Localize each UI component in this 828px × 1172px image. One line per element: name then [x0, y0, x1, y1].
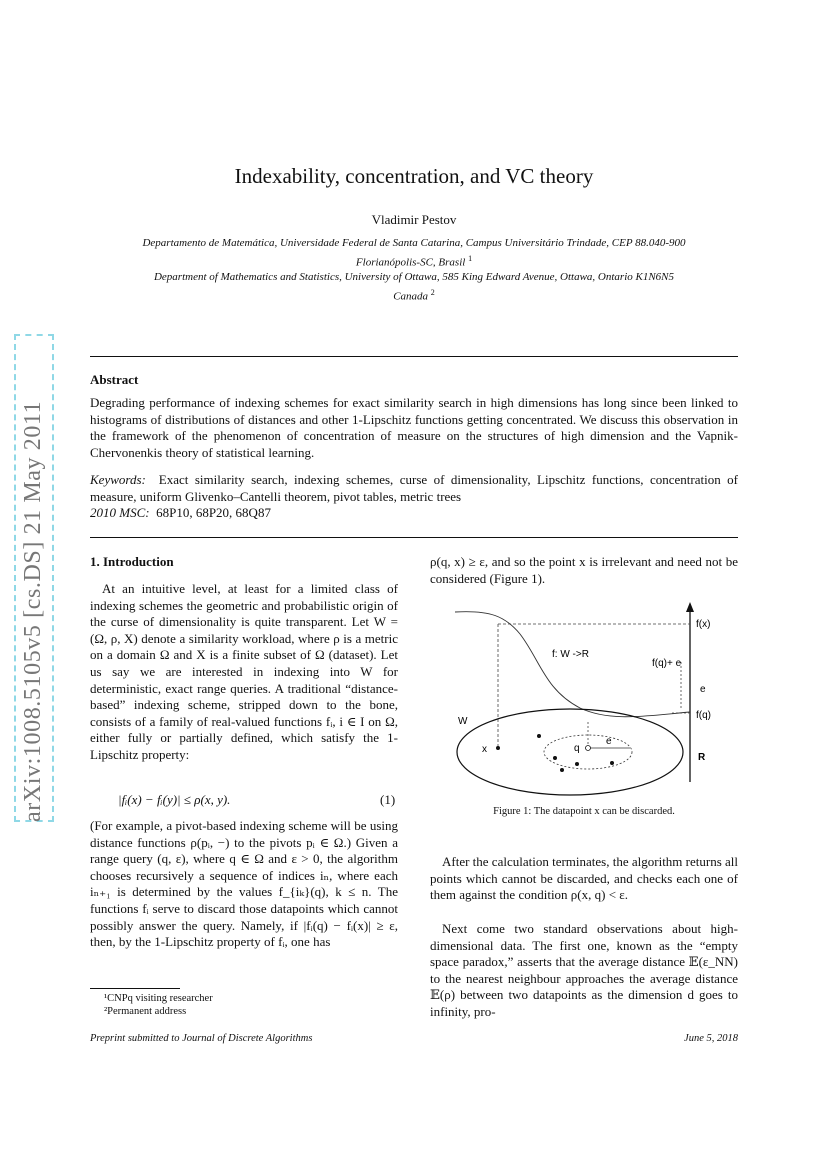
msc-text: 68P10, 68P20, 68Q87	[156, 505, 271, 521]
equation-1-number: (1)	[380, 792, 396, 807]
datapoint	[560, 768, 564, 772]
affiliation-1	[60, 236, 768, 271]
label-W: W	[458, 716, 468, 727]
abstract-text: Degrading performance of indexing schemes for exact similarity search in high dimensions has long since been linked to histograms of distributions of distances and other 1-Lipschitz functions getting concentrated. We discuss this observation in the framework of the phenomenon of concentration of measure on the structures of high dimension and the Vapnik-Chervonenkis theory of statistical learning.	[90, 395, 738, 460]
datapoint	[537, 734, 541, 738]
affiliation-2-line1: Department of Mathematics and Statistics, University of Ottawa, 585 King Edward Avenue, Ottawa, Ontario K1N6N5	[153, 271, 675, 283]
equation-1: |fᵢ(x) − fᵢ(y)| ≤ ρ(x, y).	[118, 792, 231, 807]
abstract-heading: Abstract	[90, 372, 139, 387]
datapoint	[610, 761, 614, 765]
affiliation-1-line1: Departamento de Matemática, Universidade Federal de Santa Catarina, Campus Universitário Trindade, CEP 88.040-900	[142, 237, 686, 249]
abstract-bottom-rule	[90, 537, 738, 538]
affiliation-1-footnote-mark: 1	[468, 254, 473, 263]
keywords-label: Keywords:	[90, 472, 146, 487]
datapoint-x	[496, 746, 500, 750]
author-name: Vladimir Pestov	[371, 212, 457, 227]
footer-date: June 5, 2018	[684, 1033, 738, 1044]
label-fq-plus-e: f(q)+ e	[652, 658, 682, 669]
label-fx: f(x)	[696, 619, 711, 630]
section-heading-introduction: 1. Introduction	[90, 554, 174, 569]
paper-title: Indexability, concentration, and VC theory	[234, 164, 594, 188]
datapoint	[575, 762, 579, 766]
label-e: e	[606, 736, 612, 747]
axis-arrowhead	[686, 602, 694, 612]
figure-1	[450, 600, 740, 815]
affiliation-2-line2: Canada	[393, 290, 429, 303]
footer-journal: Preprint submitted to Journal of Discrete Algorithms	[90, 1033, 313, 1044]
figure-1-caption: Figure 1: The datapoint x can be discarded.	[493, 806, 675, 817]
domain-ellipse-W	[457, 709, 683, 795]
label-q: q	[574, 743, 580, 754]
query-ball	[544, 735, 632, 769]
query-point-q	[586, 746, 591, 751]
right-paragraph-2: After the calculation terminates, the algorithm returns all points which cannot be discarded, and checks each one of them against the condition ρ(x, q) < ε.	[430, 854, 739, 903]
label-x: x	[482, 744, 487, 755]
footnote-1: ¹CNPq visiting researcher	[104, 993, 213, 1004]
keywords	[90, 472, 738, 522]
intro-paragraph-1: At an intuitive level, at least for a limited class of indexing schemes the geometric and probabilistic origin of the curse of dimensionality is quite transparent. Let W = (Ω, ρ, X) denote a similarity workload, where ρ is a metric on a domain Ω and X is a finite subset of Ω (dataset). Let us say we are interested in indexing into W for deterministic, exact range queries. A traditional “distance-based” indexing scheme, stripped down to the bone, consists of a family of real-valued functions fᵢ, i ∈ I on Ω, either fully or partially defined, which satisfy the 1-Lipschitz property:	[90, 581, 398, 762]
right-paragraph-3: Next come two standard observations about high-dimensional data. The first one, known as the “empty space paradox,” asserts that the average distance 𝔼(ε_NN) to the nearest neighbour approaches the average distance 𝔼(ρ) between two datapoints as the dimension d goes to infinity, pro-	[430, 921, 738, 1019]
label-e-vertical: e	[700, 684, 706, 695]
arxiv-identifier: arXiv:1008.5105v5 [cs.DS] 21 May 2011	[20, 400, 46, 822]
footnote-2: ²Permanent address	[104, 1006, 187, 1017]
label-fq: f(q)	[696, 710, 711, 721]
footnote-rule	[90, 988, 180, 989]
affiliation-2	[60, 270, 768, 305]
intro-paragraph-2: (For example, a pivot-based indexing scheme will be using distance functions ρ(pᵢ, −) to the pivots pᵢ ∈ Ω.) Given a range query (q, ε), where q ∈ Ω and ε > 0, the algorithm chooses recursively a sequence of indices iₙ, where each iₙ₊₁ is determined by the values f_{iₖ}(q), k ≤ n. The functions fᵢ serve to discard those datapoints which cannot possibly answer the query. Namely, if |fᵢ(q) − fᵢ(x)| ≥ ε, then, by the 1-Lipschitz property of fᵢ, one has	[90, 818, 398, 950]
datapoint	[553, 756, 557, 760]
affiliation-2-footnote-mark: 2	[430, 288, 435, 297]
keywords-text: Exact similarity search, indexing schemes, curse of dimensionality, Lipschitz functions, concentration of measure, uniform Glivenko–Cantelli theorem, pivot tables, metric trees	[90, 472, 738, 504]
label-function-map: f: W ->R	[552, 649, 589, 660]
abstract-top-rule	[90, 356, 738, 357]
label-R: R	[698, 752, 706, 763]
affiliation-1-line2: Florianópolis-SC, Brasil	[355, 256, 466, 269]
right-paragraph-1: ρ(q, x) ≥ ε, and so the point x is irrelevant and need not be considered (Figure 1).	[430, 554, 738, 586]
msc-label: 2010 MSC:	[90, 505, 150, 521]
